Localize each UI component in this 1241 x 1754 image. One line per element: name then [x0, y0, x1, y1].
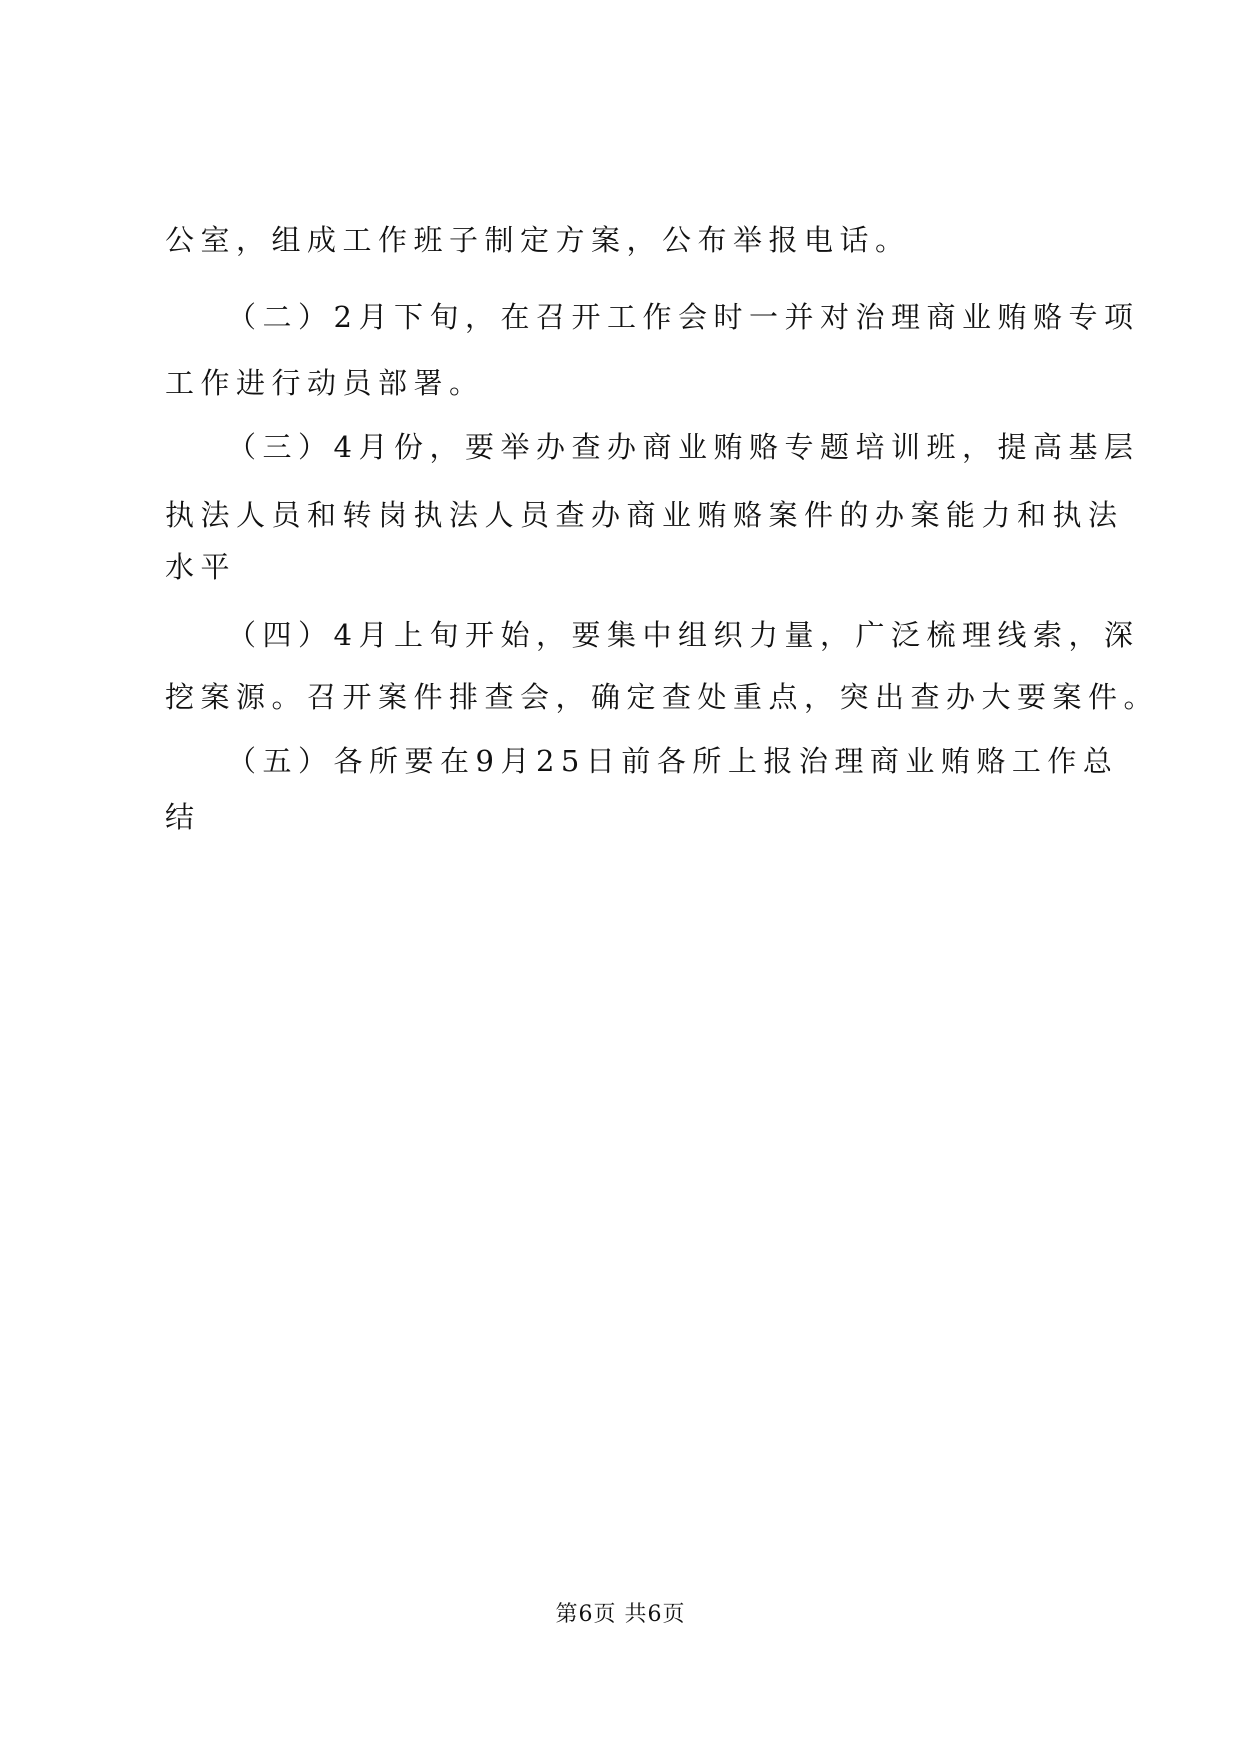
text-line-10: 结 — [165, 800, 201, 834]
text-line-6: 水平 — [165, 550, 237, 584]
text-line-9: （五）各所要在9月25日前各所上报治理商业贿赂工作总 — [227, 744, 1119, 778]
text-line-3: 工作进行动员部署。 — [165, 366, 485, 400]
text-line-4: （三）4月份，要举办查办商业贿赂专题培训班，提高基层 — [227, 430, 1140, 464]
text-line-5: 执法人员和转岗执法人员查办商业贿赂案件的办案能力和执法 — [165, 498, 1124, 532]
text-line-2: （二）2月下旬，在召开工作会时一并对治理商业贿赂专项 — [227, 300, 1140, 334]
text-line-7: （四）4月上旬开始，要集中组织力量，广泛梳理线索，深 — [227, 618, 1140, 652]
text-line-8: 挖案源。召开案件排查会，确定查处重点，突出查办大要案件。 — [165, 680, 1160, 714]
text-line-1: 公室，组成工作班子制定方案，公布举报电话。 — [165, 223, 911, 257]
page-number-footer: 第6页 共6页 — [555, 1602, 686, 1627]
